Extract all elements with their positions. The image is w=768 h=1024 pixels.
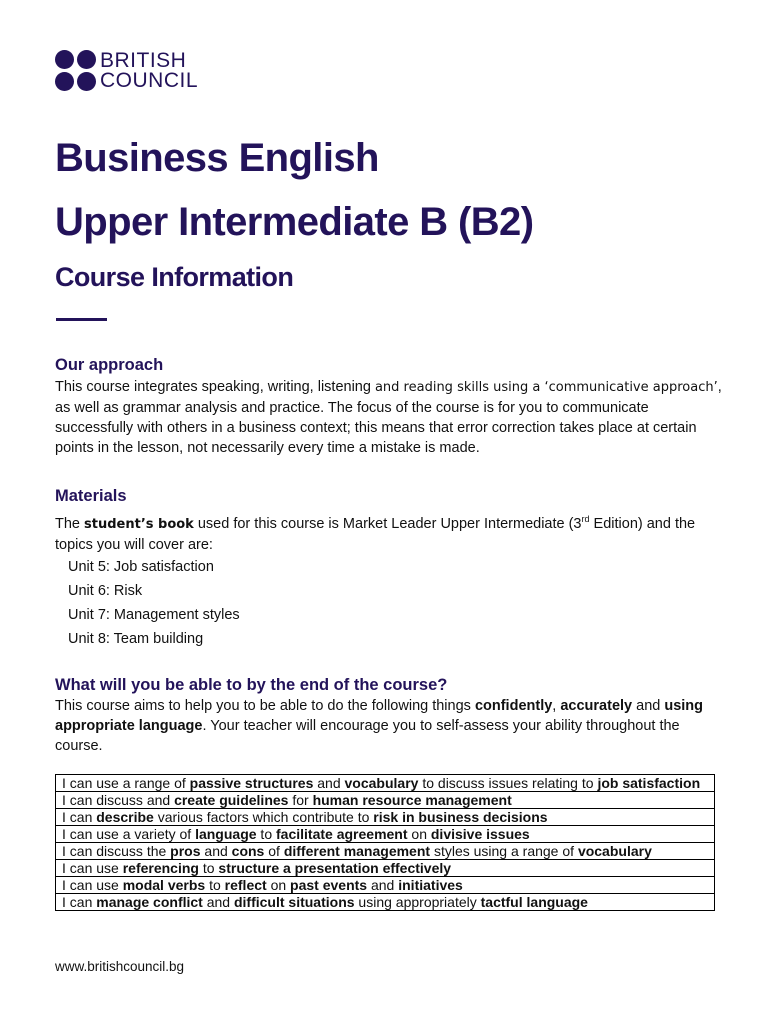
approach-paragraph: This course integrates speaking, writing, listening and reading skills using a ‘communicative approach’, as well as grammar analysis and practice. The focus of the course is for you to communicate successfully with others in a business context; this means that error correction takes place at certain points in the lesson, not necessarily every time a mistake is made. — [55, 379, 722, 456]
logo-line-1: BRITISH — [100, 48, 187, 72]
list-item: Unit 7: Management styles — [68, 607, 240, 623]
table-row — [56, 775, 715, 792]
can-do-statement: I can manage conflict and difficult situations using appropriately tactful language — [56, 894, 715, 911]
list-item: Unit 5: Job satisfaction — [68, 559, 214, 575]
logo-line-2: COUNCIL — [100, 68, 199, 92]
unit-list — [68, 555, 240, 651]
course-subtitle: Course Information — [55, 262, 294, 292]
can-do-statement: I can use referencing to structure a presentation effectively — [56, 860, 715, 877]
list-item: Unit 8: Team building — [68, 631, 204, 647]
table-row — [56, 843, 715, 860]
course-level: Upper Intermediate B (B2) — [55, 200, 534, 244]
table-row — [56, 809, 715, 826]
outcomes-heading: What will you be able to by the end of the course? — [55, 676, 448, 694]
table-row — [56, 792, 715, 809]
table-row — [56, 877, 715, 894]
can-do-table — [55, 774, 715, 911]
can-do-statement: I can describe various factors which contribute to risk in business decisions — [56, 809, 715, 826]
can-do-statement: I can discuss and create guidelines for human resource management — [56, 792, 715, 809]
materials-paragraph: The student’s book used for this course is Market Leader Upper Intermediate (3rd Edition) and the topics you will cover are: — [55, 514, 696, 553]
approach-heading: Our approach — [55, 356, 164, 374]
title-divider — [56, 318, 107, 321]
materials-heading: Materials — [55, 487, 127, 505]
logo-wordmark — [100, 48, 199, 92]
logo-dots-icon — [55, 50, 96, 91]
can-do-statement: I can discuss the pros and cons of different management styles using a range of vocabulary — [56, 843, 715, 860]
can-do-statement: I can use a range of passive structures and vocabulary to discuss issues relating to job satisfaction — [56, 775, 715, 792]
table-row — [56, 826, 715, 843]
course-title: Business English — [55, 136, 379, 180]
table-row — [56, 860, 715, 877]
can-do-statement: I can use a variety of language to facilitate agreement on divisive issues — [56, 826, 715, 843]
list-item: Unit 6: Risk — [68, 583, 143, 599]
table-row — [56, 894, 715, 911]
outcomes-paragraph: This course aims to help you to be able to do the following things confidently, accurately and using appropriate language. Your teacher will encourage you to self-assess your ability throughout the course. — [55, 698, 704, 754]
footer-url: www.britishcouncil.bg — [55, 959, 185, 974]
can-do-statement: I can use modal verbs to reflect on past events and initiatives — [56, 877, 715, 894]
british-council-logo — [55, 50, 198, 91]
